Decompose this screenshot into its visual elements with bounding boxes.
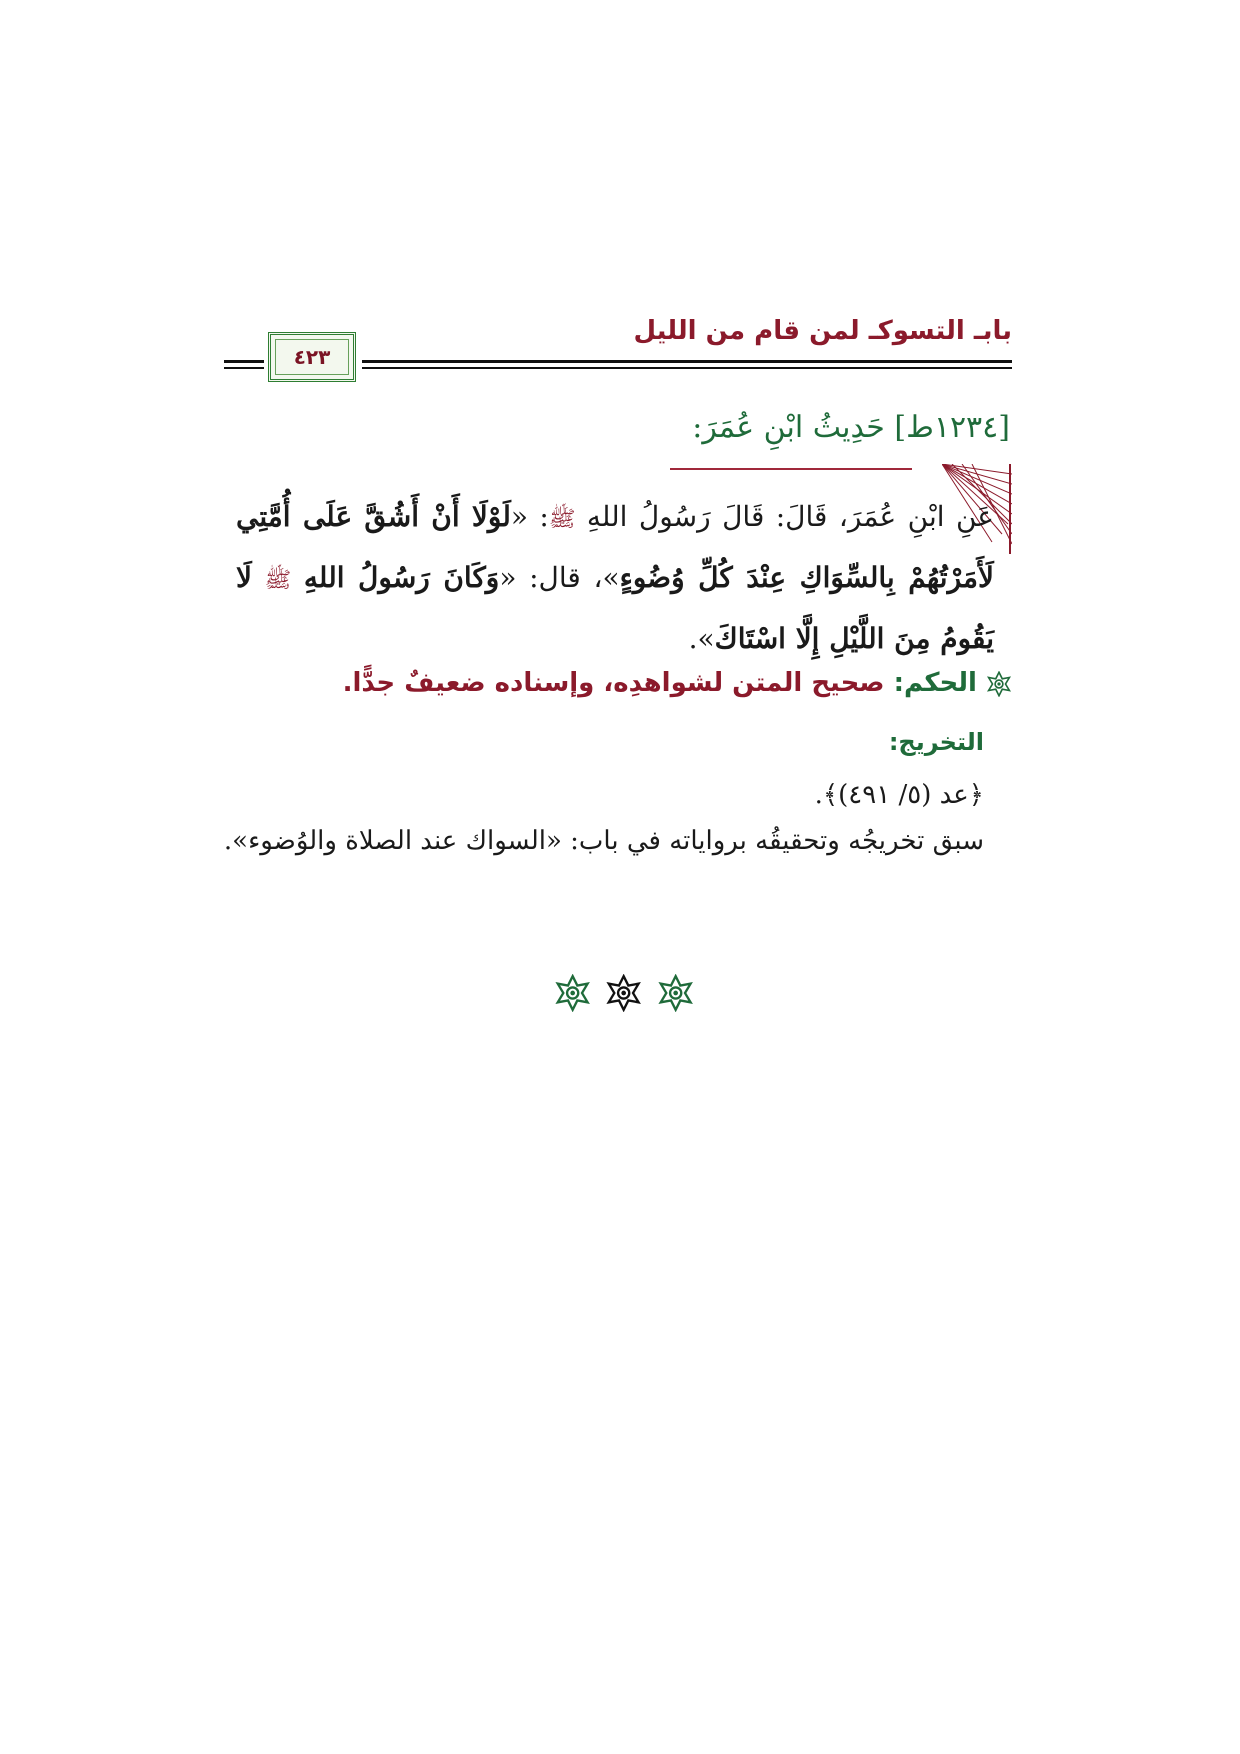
salawat-glyph: ﷺ bbox=[548, 507, 576, 532]
header-rule-right-bottom bbox=[362, 367, 1012, 369]
ruling-value: صحيح المتن لشواهدِه، وإسناده ضعيفٌ جدًّا. bbox=[342, 668, 885, 698]
quote-close: ». bbox=[688, 622, 715, 655]
quote-open: : « bbox=[510, 500, 549, 533]
hadith-quote-2b: لَا يَقُومُ مِنَ اللَّيْلِ إِلَّا اسْتَاكَ bbox=[236, 561, 994, 655]
hadith-heading bbox=[692, 410, 1010, 445]
hadith-intro: عَنِ ابْنِ عُمَرَ، قَالَ: قَالَ رَسُولُ اللهِ bbox=[586, 500, 994, 533]
salawat-glyph-2: ﷺ bbox=[264, 568, 292, 593]
hadith-text bbox=[236, 488, 994, 668]
chapter-title: بابـ التسوكـ لمن قام من الليل bbox=[633, 316, 1012, 346]
takhrij-reference: ﴿عد (٥/ ٤٩١)﴾. bbox=[814, 780, 984, 810]
heading-underline bbox=[670, 468, 912, 470]
flower-ornament-icon bbox=[657, 974, 694, 1012]
page-number: ٤٢٣ bbox=[293, 345, 331, 369]
hadith-number: [١٢٣٤ط] bbox=[894, 410, 1010, 445]
flower-ornament-icon bbox=[986, 671, 1012, 697]
flower-ornament-icon bbox=[554, 974, 591, 1012]
page-number-frame bbox=[268, 332, 356, 382]
section-end-ornaments bbox=[554, 974, 694, 1018]
ruling-line bbox=[343, 668, 1012, 698]
header-rule-right-top bbox=[362, 360, 1012, 363]
hadith-quote-2a: وَكَانَ رَسُولُ اللهِ bbox=[303, 561, 500, 594]
ruling-label: الحكم: bbox=[893, 668, 977, 698]
takhrij-note: سبق تخريجُه وتحقيقُه برواياته في باب: «السواك عند الصلاة والوُضوء». bbox=[223, 826, 984, 856]
hadith-title: حَدِيثُ ابْنِ عُمَرَ: bbox=[692, 410, 885, 445]
flower-ornament-icon bbox=[605, 974, 642, 1012]
quote-mid: »، قال: « bbox=[499, 561, 620, 594]
header-rule-left-top bbox=[224, 360, 264, 363]
hadith-quote-1: لَوْلَا أَنْ أَشُقَّ عَلَى أُمَّتِي لَأَمَرْتُهُمْ بِالسِّوَاكِ عِنْدَ كُلِّ وُضُوءٍ bbox=[236, 500, 995, 594]
header-rule-left-bottom bbox=[224, 367, 264, 369]
takhrij-label: التخريج: bbox=[888, 728, 984, 756]
